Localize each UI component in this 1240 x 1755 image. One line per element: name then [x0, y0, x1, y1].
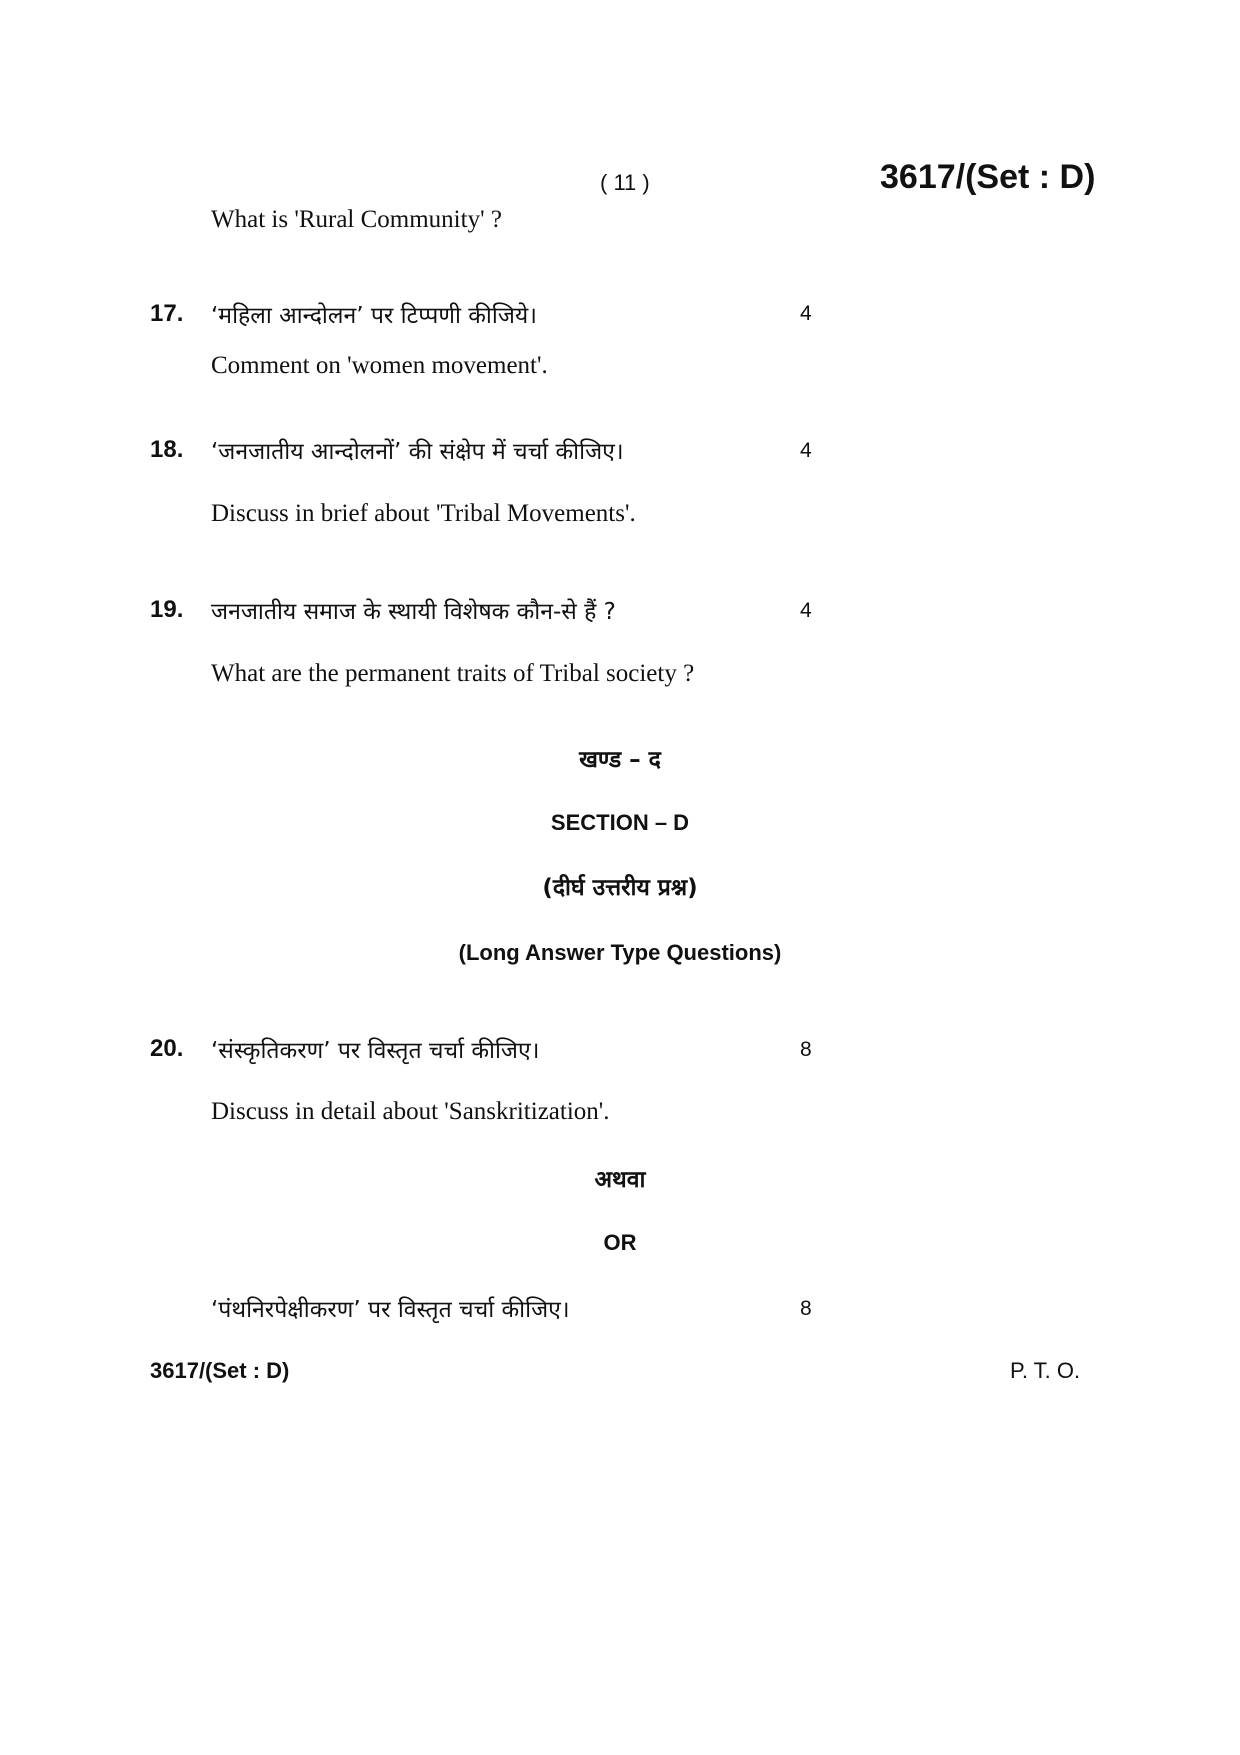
- section-title-english: SECTION – D: [550, 810, 690, 835]
- question-20-alt-marks: 8: [800, 1297, 812, 1320]
- pto-label: P. T. O.: [1010, 1358, 1081, 1383]
- question-19-number: 19.: [150, 596, 184, 623]
- question-18-hindi: ‘जनजातीय आन्दोलनों’ की संक्षेप में चर्चा कीजिए।: [211, 439, 624, 465]
- section-subtitle-english: (Long Answer Type Questions): [458, 940, 782, 965]
- paper-code-header: 3617/(Set : D): [880, 158, 1096, 196]
- question-20-english: Discuss in detail about 'Sanskritization'.: [211, 1098, 610, 1125]
- question-20-marks: 8: [800, 1038, 812, 1061]
- question-18-marks: 4: [800, 439, 812, 462]
- paper-code-footer: 3617/(Set : D): [150, 1358, 290, 1383]
- question-17-hindi: ‘महिला आन्दोलन’ पर टिप्पणी कीजिये।: [211, 303, 537, 329]
- question-18-english: Discuss in brief about 'Tribal Movements'.: [211, 500, 636, 527]
- continued-question-english: What is 'Rural Community' ?: [211, 206, 502, 233]
- page-number: ( 11 ): [600, 170, 650, 195]
- question-19-hindi: जनजातीय समाज के स्थायी विशेषक कौन-से हैं ?: [211, 599, 616, 625]
- question-19-english: What are the permanent traits of Tribal society ?: [211, 660, 695, 687]
- question-19-marks: 4: [800, 599, 812, 622]
- question-17-english: Comment on 'women movement'.: [211, 352, 548, 379]
- or-english: OR: [603, 1230, 637, 1255]
- question-18-number: 18.: [150, 436, 184, 463]
- section-title-hindi: खण्ड – द: [579, 747, 661, 773]
- question-17-marks: 4: [800, 302, 812, 325]
- question-20-alt-hindi: ‘पंथनिरपेक्षीकरण’ पर विस्तृत चर्चा कीजिए।: [211, 1297, 570, 1323]
- question-20-hindi: ‘संस्कृतिकरण’ पर विस्तृत चर्चा कीजिए।: [211, 1038, 540, 1064]
- question-20-number: 20.: [150, 1035, 184, 1062]
- or-hindi: अथवा: [594, 1167, 646, 1193]
- question-17-number: 17.: [150, 300, 184, 327]
- section-subtitle-hindi: (दीर्घ उत्तरीय प्रश्न): [542, 875, 698, 901]
